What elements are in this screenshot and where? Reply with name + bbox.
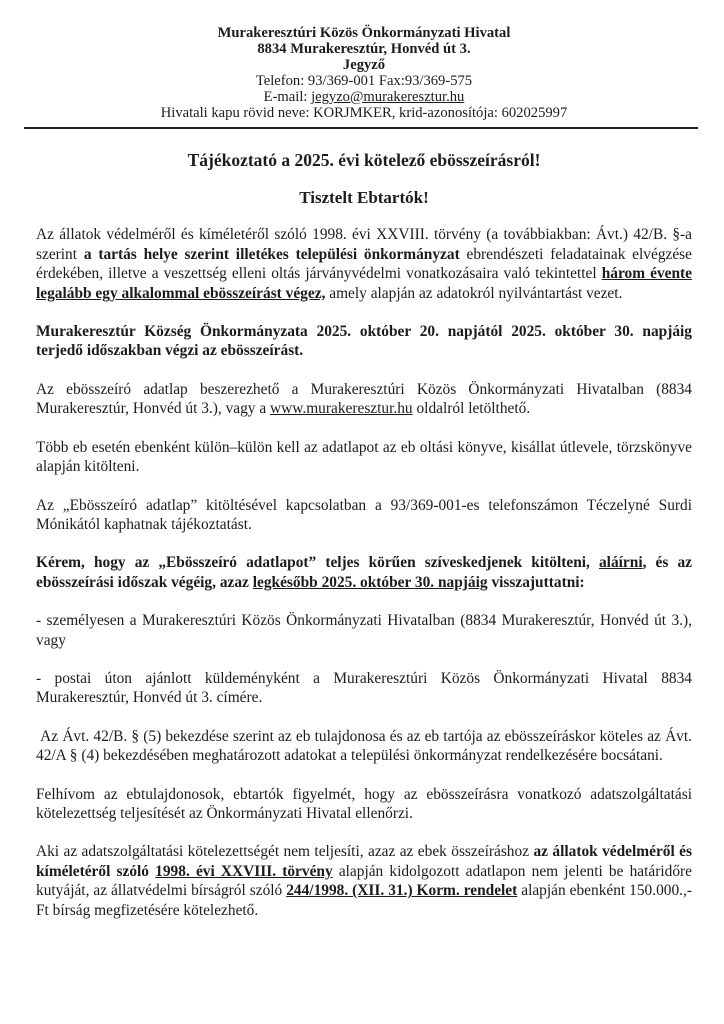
header-divider (24, 127, 698, 129)
paragraph-census-period: Murakeresztúr Község Önkormányzata 2025. október 20. napjától 2025. október 30. napjáig terjedő időszakban végzi az ebösszeírást. (36, 323, 692, 360)
phone-fax-line: Telefon: 93/369-001 Fax:93/369-575 (255, 72, 473, 89)
paragraph-penalty: Aki az adatszolgáltatási kötelezettségét nem teljesíti, azaz az ebek összeíráshoz az állatok védelméről és kíméletéről szóló 1998. évi XXVIII. törvény alapján kidolgozott adatlapon nem jelenti be határidőre kutyáját, az állatvédelmi bírságról szóló 244/1998. (XII. 31.) Korm. rendelet alapján ebenként 150.000.,-Ft bírság megfizetésére kötelezhető. (36, 843, 693, 919)
paragraph-return-request: Kérem, hogy az „Ebösszeíró adatlapot” teljes körűen szíveskedjenek kitölteni, aláírni, és az ebösszeírási időszak végéig, azaz legkésőbb 2025. október 30. napjáig visszajuttatni: (36, 554, 692, 591)
org-role: Jegyző (342, 56, 386, 73)
document-body (36, 225, 692, 920)
paragraph-law-intro: Az állatok védelméről és kíméletéről szóló 1998. évi XXVIII. törvény (a továbbiakban: Ávt.) 42/B. §-a szerint a tartás helye szerint illetékes települési önkormányzat ebrendészeti feladatainak elvégzése érdekében, illetve a veszettség elleni oltás járványvédelmi vonatkozásaira való tekintettel három évente legalább egy alkalommal ebösszeírást végez, amely alapján az adatokról nyilvántartást vezet. (36, 226, 692, 302)
paragraph-compliance-check: Felhívom az ebtulajdonosok, ebtartók figyelmét, hogy az ebösszeírásra vonatkozó adatszolgáltatási kötelezettség teljesítését az Önkormányzati Hivatal ellenőrzi. (36, 785, 692, 822)
email-address: jegyzo@murakeresztur.hu (311, 88, 465, 105)
letterhead (36, 26, 692, 121)
paragraph-data-obligation: Az Ávt. 42/B. § (5) bekezdése szerint az eb tulajdonosa és az eb tartója az ebösszeíráskor köteles az Ávt. 42/A § (4) bekezdésében meghatározott adatokat a települési önkormányzat rendelkezésére bocsátani. (36, 727, 692, 765)
org-name: Murakeresztúri Közös Önkormányzati Hivatal (217, 25, 511, 41)
paragraph-option-in-person: - személyesen a Murakeresztúri Közös Önkormányzati Hivatalban (8834 Murakeresztúr, Honvéd út 3.), vagy (36, 612, 692, 649)
salutation: Tisztelt Ebtartók! (299, 188, 429, 208)
paragraph-option-by-post: - postai úton ajánlott küldeményként a Murakeresztúri Közös Önkormányzati Hivatal 8834 Murakeresztúr, Honvéd út 3. címére. (36, 669, 692, 707)
email-label: E-mail: (263, 88, 312, 105)
email-line (36, 90, 692, 106)
document-title: Tájékoztató a 2025. évi kötelező ebösszeírásról! (187, 150, 541, 171)
gateway-line: Hivatali kapu rövid neve: KORJMKER, krid-azonosítója: 602025997 (160, 104, 568, 121)
org-address: 8834 Murakeresztúr, Honvéd út 3. (257, 40, 471, 57)
paragraph-multiple-dogs: Több eb esetén ebenként külön–külön kell az adatlapot az eb oltási könyve, kisállat útlevele, törzskönyve alapján kitölteni. (36, 438, 692, 476)
paragraph-contact-info: Az „Ebösszeíró adatlap” kitöltésével kapcsolatban a 93/369-001-es telefonszámon Téczelyné Surdi Mónikától kaphatnak tájékoztatást. (36, 496, 692, 533)
paragraph-form-availability: Az ebösszeíró adatlap beszerezhető a Murakeresztúri Közös Önkormányzati Hivatalban (8834 Murakeresztúr, Honvéd út 3.), vagy a www.murakeresztur.hu oldalról letölthető. (36, 380, 692, 418)
